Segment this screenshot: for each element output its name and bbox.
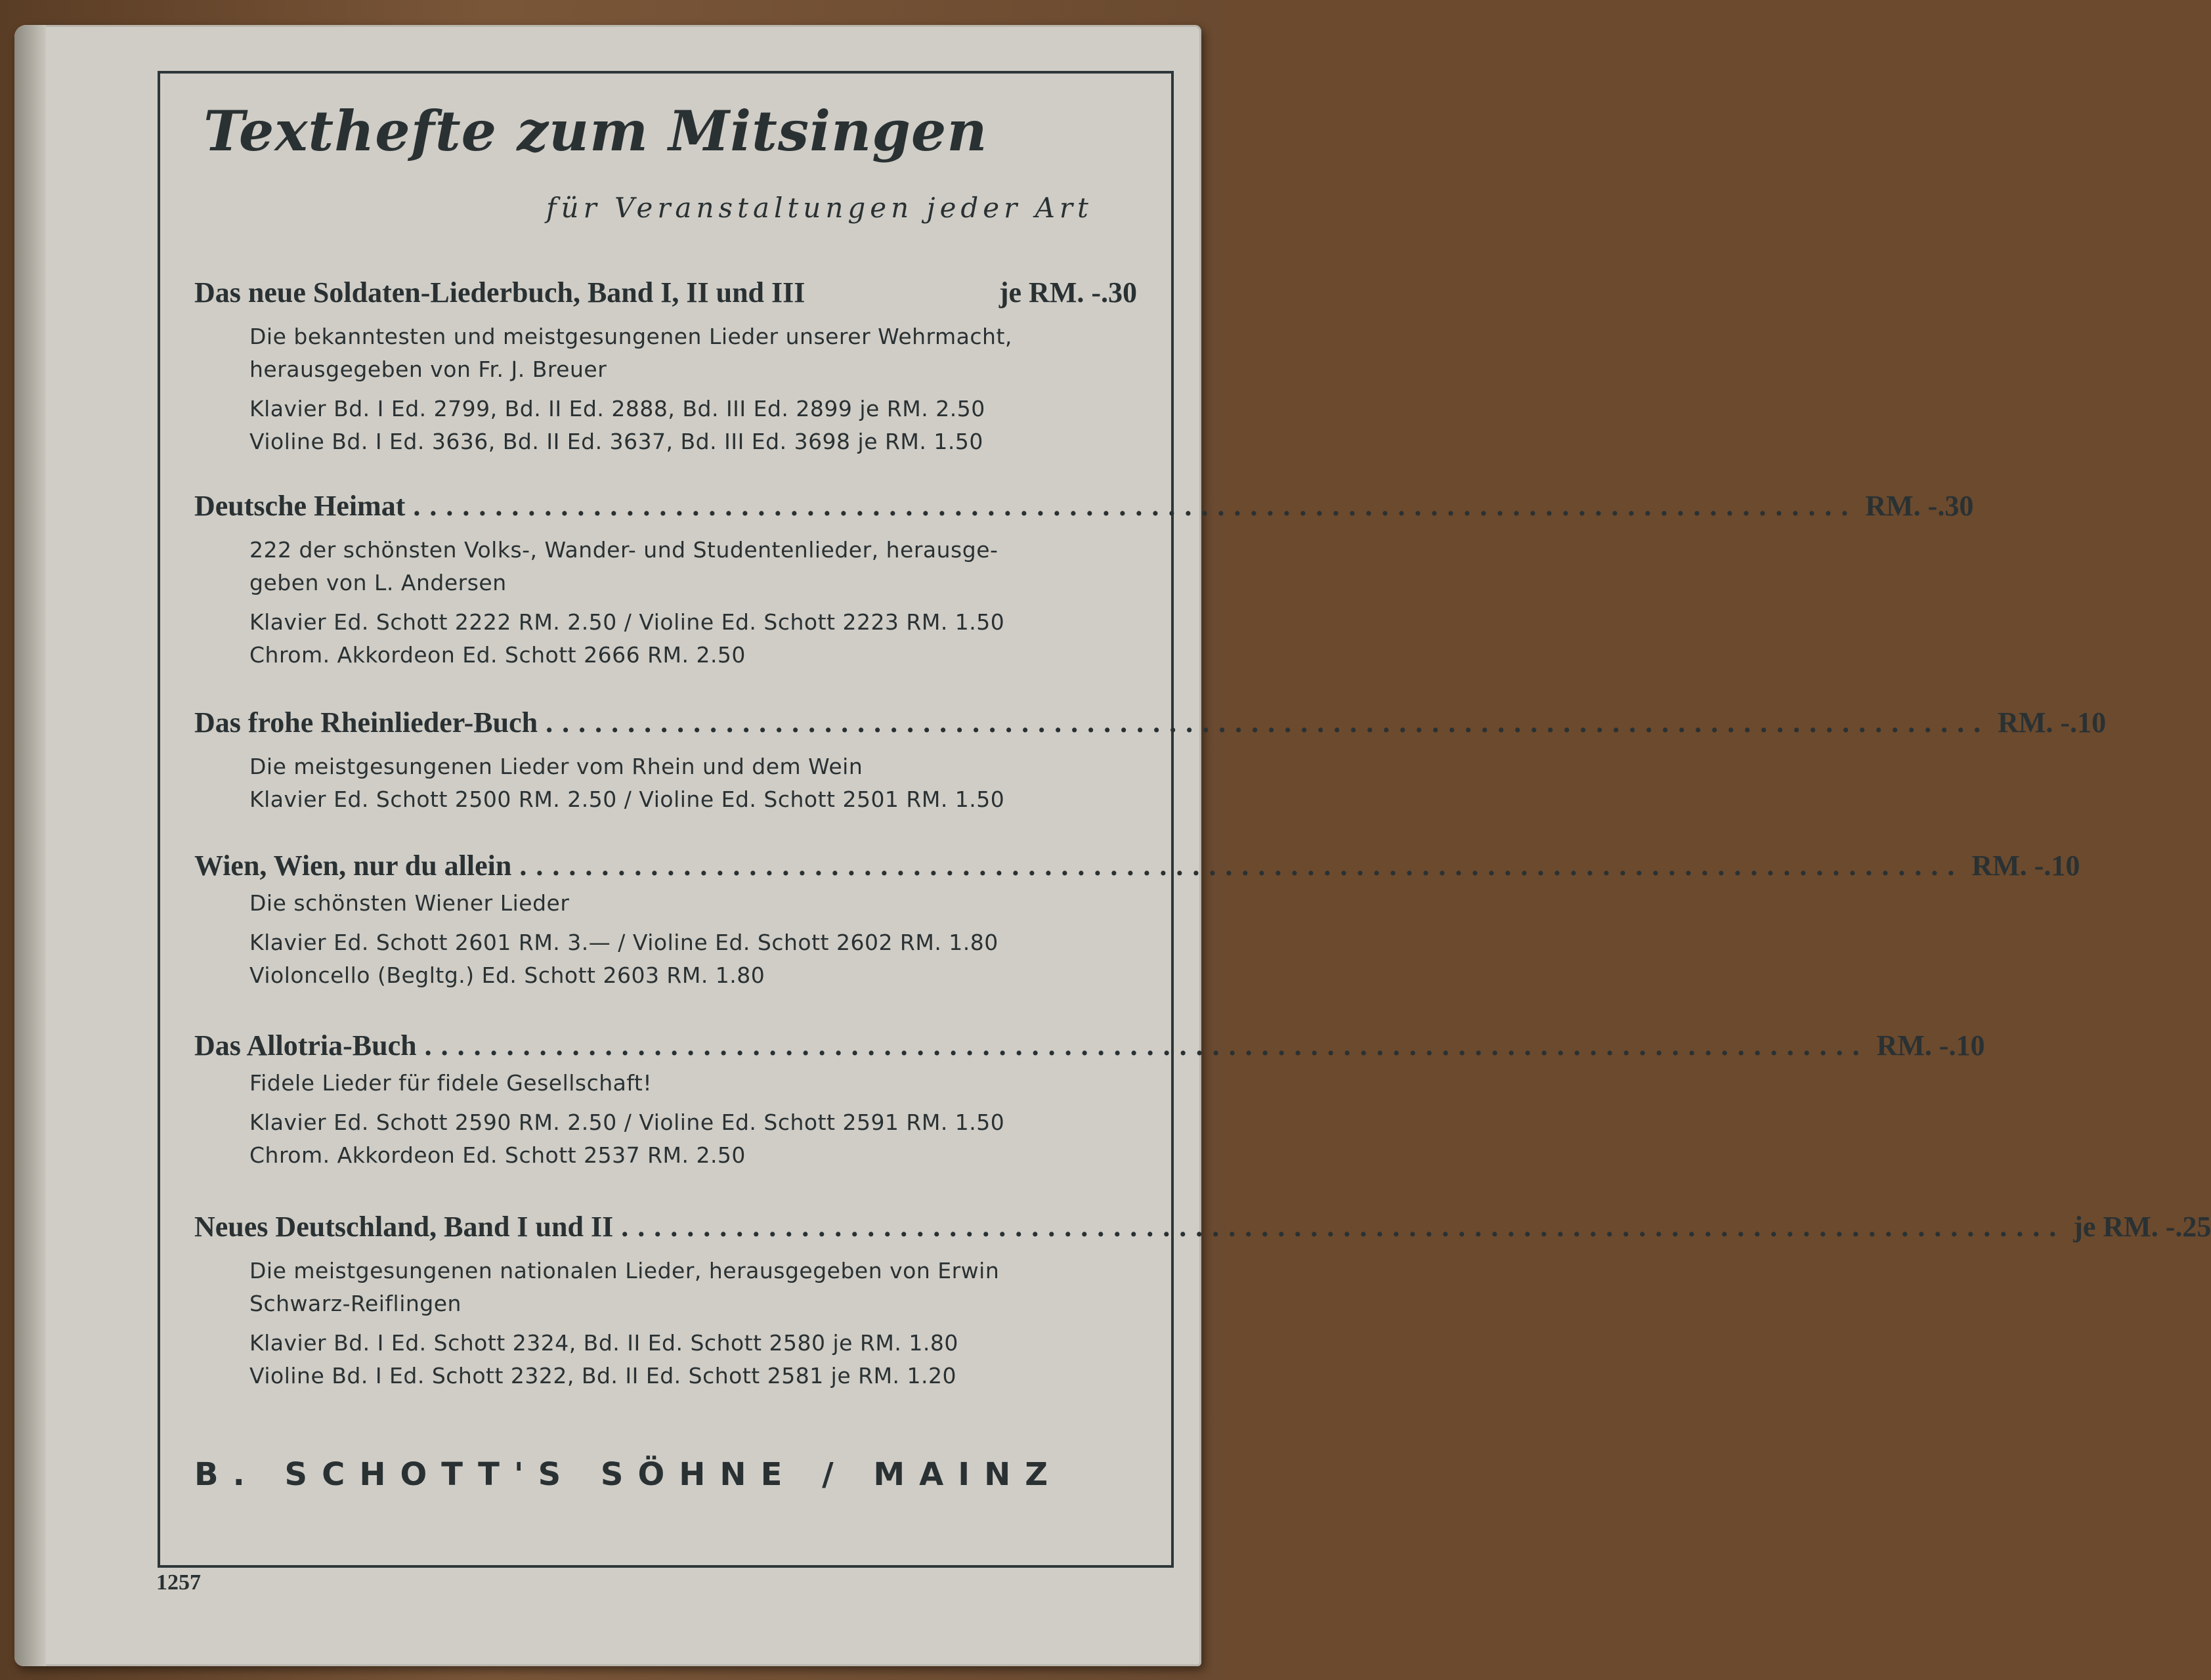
- entry-edition-line: Klavier Ed. Schott 2590 RM. 2.50 / Violine Ed. Schott 2591 RM. 1.50: [249, 1109, 1005, 1135]
- entry-title: Neues Deutschland, Band I und II: [194, 1211, 614, 1243]
- spine-edge: [14, 25, 46, 1666]
- page-title: Texthefte zum Mitsingen: [204, 98, 988, 163]
- entry-price: RM. -.10: [1998, 706, 2107, 739]
- entry-description: Die bekanntesten und meistgesungenen Lieder unserer Wehrmacht,: [249, 324, 1012, 349]
- entry-allotria-buch: [194, 1029, 1985, 1172]
- entry-title: Wien, Wien, nur du allein: [194, 850, 512, 882]
- entry-price: RM. -.10: [1971, 850, 2080, 882]
- entry-edition-line: Chrom. Akkordeon Ed. Schott 2537 RM. 2.50: [249, 1142, 746, 1168]
- entry-heading-row: [194, 1210, 2211, 1248]
- leader-dots: ........................................................................................: [413, 490, 1858, 522]
- leader-dots: ........................................................................................: [621, 1211, 2066, 1243]
- entry-title: Das Allotria-Buch: [194, 1029, 417, 1062]
- entry-description: Die meistgesungenen Lieder vom Rhein und dem Wein: [249, 754, 863, 779]
- entry-description: Die schönsten Wiener Lieder: [249, 890, 570, 916]
- page-subtitle: für Veranstaltungen jeder Art: [546, 192, 1093, 224]
- catalog-number: 1257: [156, 1570, 201, 1595]
- entry-edition-line: Violoncello (Begltg.) Ed. Schott 2603 RM. 1.80: [249, 962, 765, 988]
- entry-description: geben von L. Andersen: [249, 570, 507, 595]
- entry-heading-row: [194, 706, 2107, 744]
- entry-neues-deutschland: [194, 1210, 2211, 1392]
- entry-wien-wien: [194, 849, 2080, 992]
- leader-dots: ........................................................................................: [424, 1029, 1869, 1062]
- entry-edition-line: Violine Bd. I Ed. Schott 2322, Bd. II Ed. Schott 2581 je RM. 1.20: [249, 1363, 956, 1389]
- entry-edition-line: Violine Bd. I Ed. 3636, Bd. II Ed. 3637, Bd. III Ed. 3698 je RM. 1.50: [249, 429, 983, 454]
- leader-dots: ........................................................................................: [519, 850, 1964, 882]
- entry-deutsche-heimat: [194, 489, 1974, 672]
- entry-price: RM. -.10: [1876, 1029, 1985, 1062]
- entry-edition-line: Klavier Ed. Schott 2601 RM. 3.— / Violine Ed. Schott 2602 RM. 1.80: [249, 930, 998, 955]
- publisher-name: B. SCHOTT'S SÖHNE / MAINZ: [194, 1456, 1063, 1493]
- entry-title: Das frohe Rheinlieder-Buch: [194, 706, 538, 739]
- entry-heading-row: [194, 849, 2080, 887]
- entry-heading-row: [194, 489, 1974, 527]
- entry-price: je RM. -.30: [998, 276, 1137, 309]
- entry-heading-row: [194, 276, 1137, 314]
- entry-title: Deutsche Heimat: [194, 490, 406, 522]
- entry-edition-line: Klavier Bd. I Ed. Schott 2324, Bd. II Ed. Schott 2580 je RM. 1.80: [249, 1330, 958, 1356]
- leader-dots: ........................................................................................: [546, 706, 1990, 739]
- entry-edition-line: Chrom. Akkordeon Ed. Schott 2666 RM. 2.50: [249, 642, 746, 668]
- entry-price: RM. -.30: [1865, 490, 1974, 522]
- publisher-imprint: [194, 1456, 1137, 1493]
- entry-description: Fidele Lieder für fidele Gesellschaft!: [249, 1070, 653, 1096]
- entry-description: herausgegeben von Fr. J. Breuer: [249, 356, 607, 382]
- entry-soldaten-liederbuch: [194, 276, 1137, 458]
- entry-description: Schwarz-Reiflingen: [249, 1291, 462, 1316]
- entry-title: Das neue Soldaten-Liederbuch, Band I, II und III: [194, 276, 805, 309]
- entry-edition-line: Klavier Bd. I Ed. 2799, Bd. II Ed. 2888, Bd. III Ed. 2899 je RM. 2.50: [249, 396, 985, 421]
- entry-edition-line: Klavier Ed. Schott 2222 RM. 2.50 / Violine Ed. Schott 2223 RM. 1.50: [249, 609, 1005, 635]
- entry-price: je RM. -.25: [2073, 1211, 2211, 1243]
- entry-description: 222 der schönsten Volks-, Wander- und Studentenlieder, herausge-: [249, 537, 998, 563]
- entry-edition-line: Klavier Ed. Schott 2500 RM. 2.50 / Violine Ed. Schott 2501 RM. 1.50: [249, 786, 1005, 812]
- entry-description: Die meistgesungenen nationalen Lieder, herausgegeben von Erwin: [249, 1258, 1000, 1283]
- entry-rheinlieder-buch: [194, 706, 2107, 816]
- entry-heading-row: [194, 1029, 1985, 1067]
